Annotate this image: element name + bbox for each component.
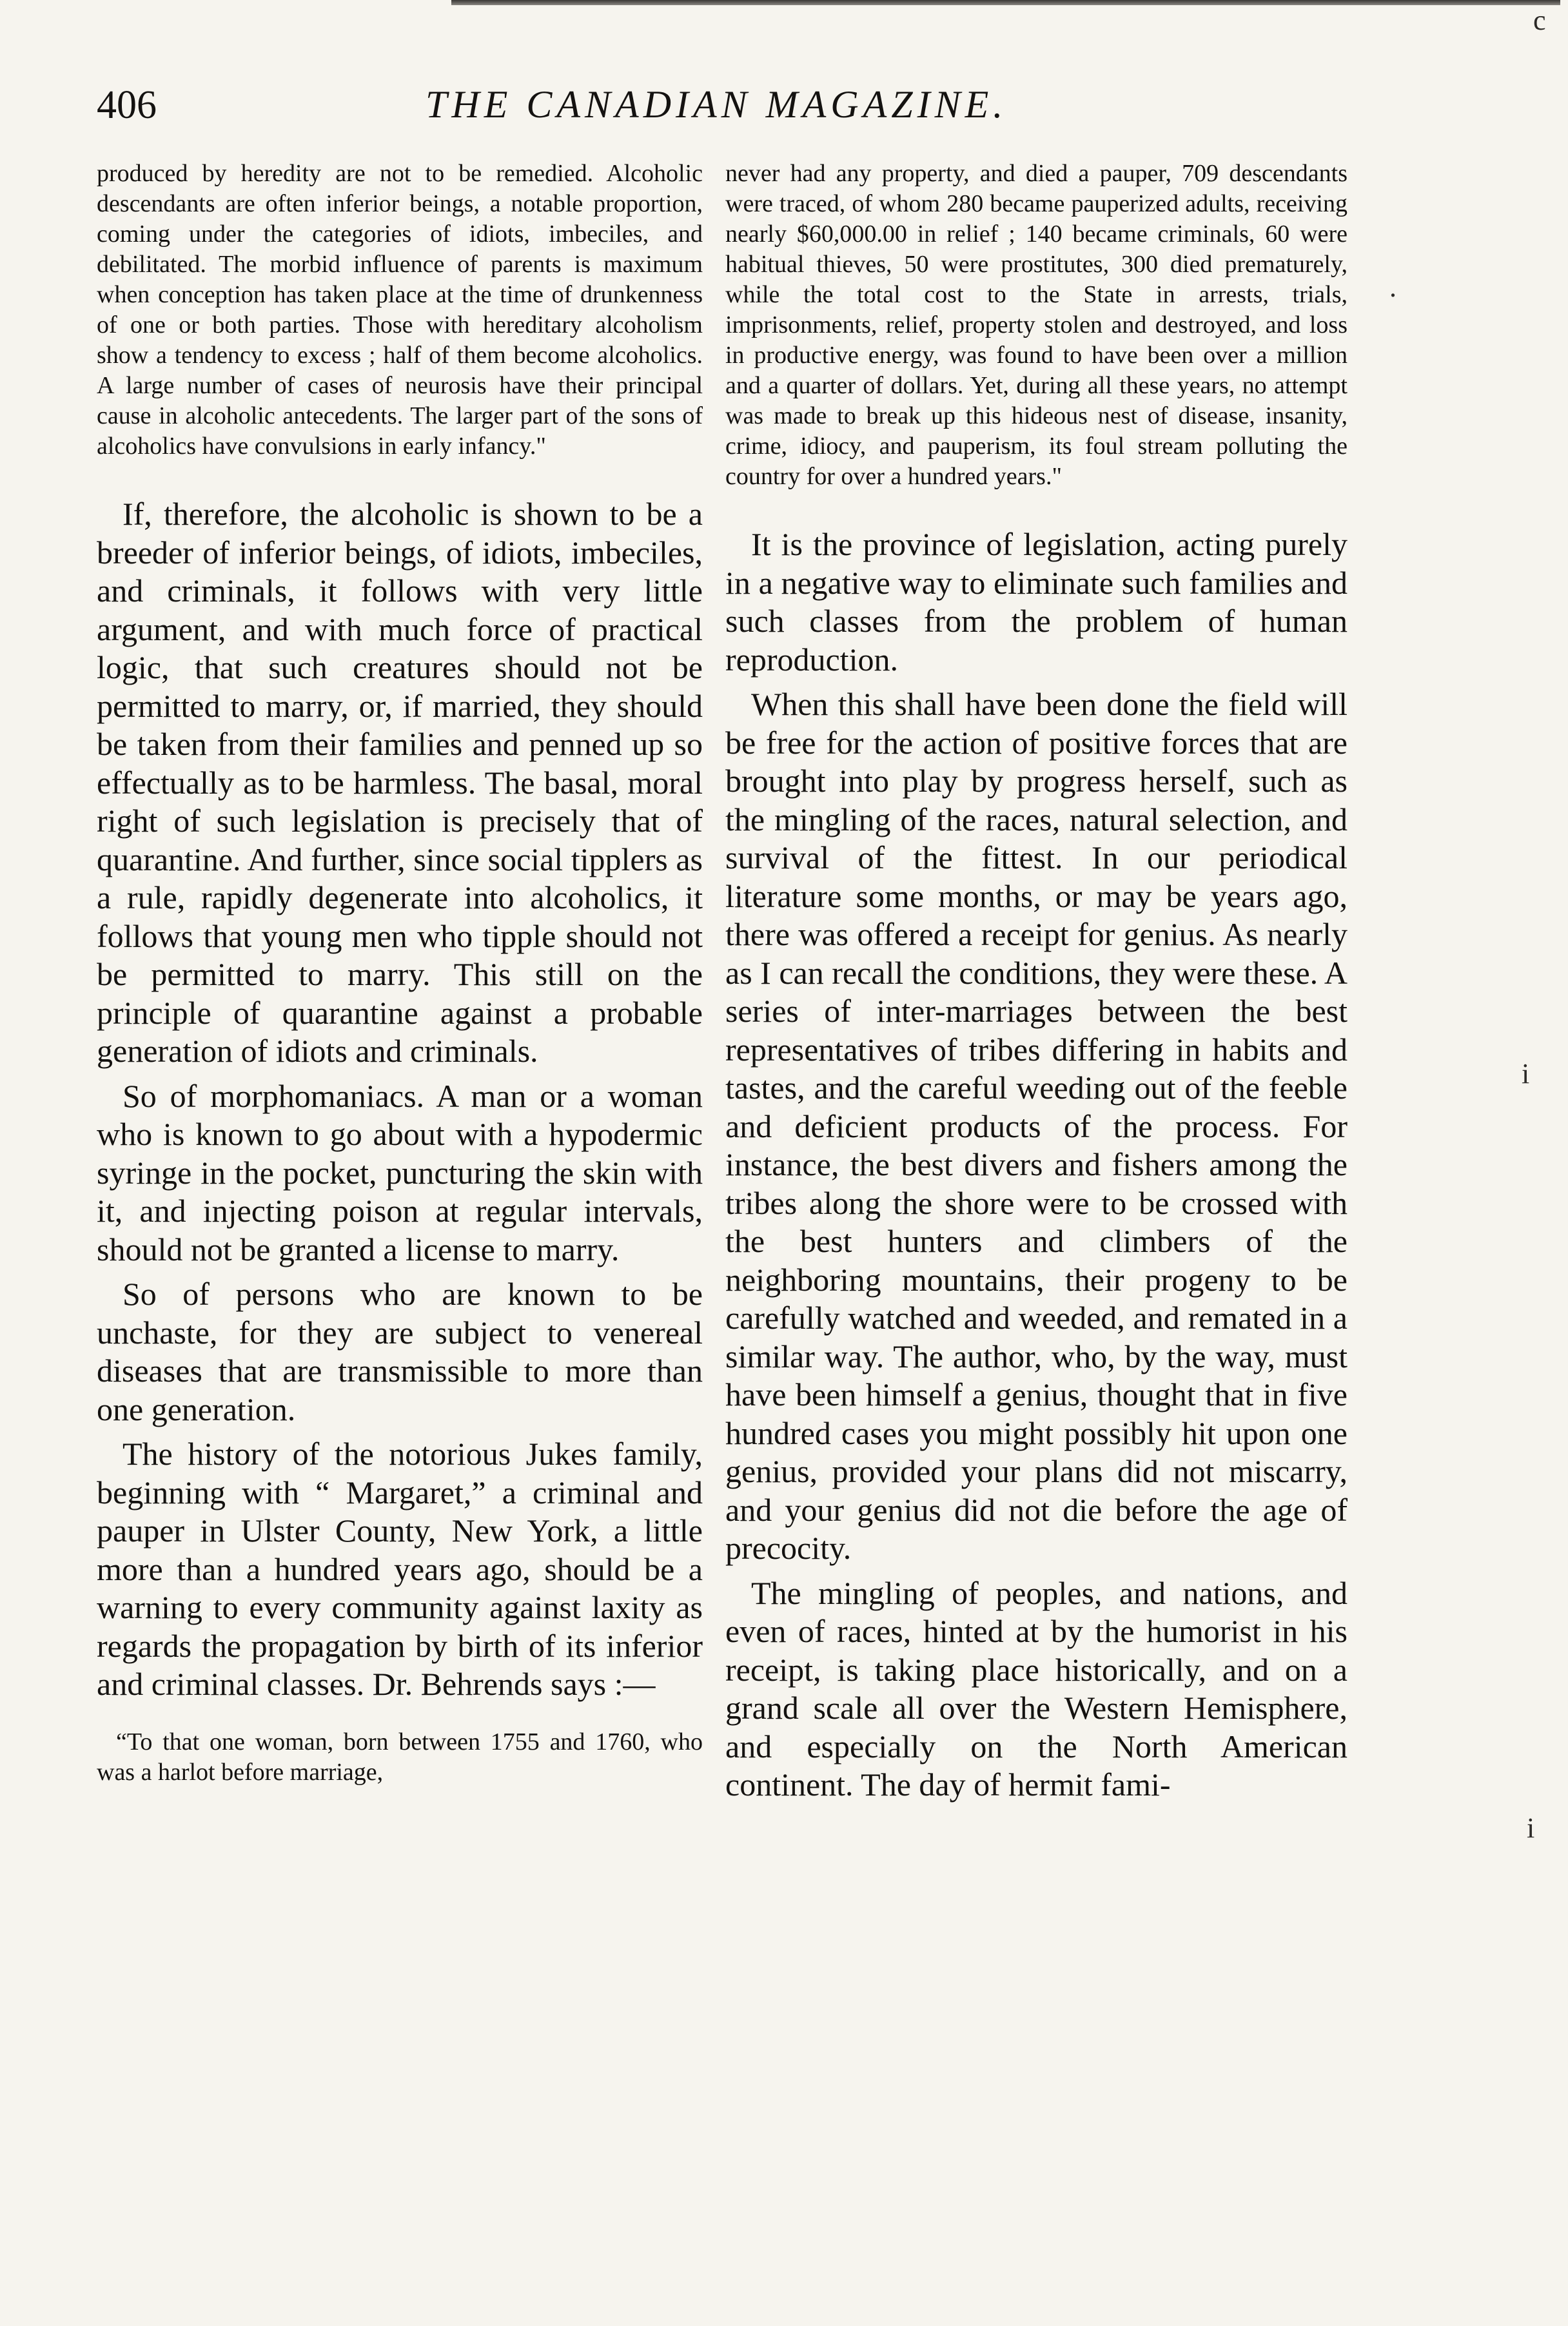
margin-mark: . bbox=[1389, 271, 1396, 303]
paragraph: So of morphomaniacs. A man or a woman who is known to go about with a hypodermic syringe in the pocket, puncturing the skin with it, and injecting poison at regular intervals, should not be granted a license to marry. bbox=[97, 1077, 703, 1267]
margin-mark: i bbox=[1522, 1058, 1530, 1090]
paragraph: When this shall have been done the field will be free for the action of positive forces that are brought into play by progress herself, such as the mingling of the races, natural selection, and survival of the fittest. In our periodical literature some months, or may be years ago, there was offered a receipt for genius. As nearly as I can recall the conditions, they were these. A series of inter-marriages between the best representatives of tribes differing in habits and tastes, and the careful weeding out of the feeble and deficient products of the process. For instance, the best divers and fishers among the tribes along the shore were to be crossed with the best hunters and climbers of the neighboring mountains, their progeny to be carefully watched and weeded, and remated in a similar way. The author, who, by the way, must have been himself a genius, thought that in five hundred cases you might possibly hit upon one genius, provided your plans did not miscarry, and your genius did not die before the age of precocity. bbox=[725, 686, 1348, 1566]
paragraph: The mingling of peoples, and nations, and even of races, hinted at by the humorist in his receipt, is taking place historically, and on a grand scale all over the Western Hemisphere, and especially on the North American continent. The day of hermit fami- bbox=[725, 1574, 1348, 1803]
paragraph: If, therefore, the alcoholic is shown to be a breeder of inferior beings, of idiots, imbeciles, and criminals, it follows with very little argument, and with much force of practical logic, that such creatures should not be permitted to marry, or, if married, they should be taken from their families and penned up so effectually as to be harmless. The basal, moral right of such legislation is precisely that of quarantine. And further, since social tipplers as a rule, rapidly degenerate into alcoholics, it follows that young men who tipple should not be permitted to marry. This still on the principle of quarantine against a probable generation of idiots and criminals. bbox=[97, 496, 703, 1069]
quote-start: “To that one woman, born between 1755 and 1760, who was a harlot before marriage, bbox=[97, 1728, 703, 1786]
page-number: 406 bbox=[97, 83, 157, 127]
paragraph: It is the province of legislation, acting purely in a negative way to eliminate such families and such classes from the problem of human reproduction. bbox=[725, 526, 1348, 678]
quote-continuation: never had any property, and died a pauper, 709 descendants were traced, of whom 280 became pauperized adults, receiving nearly $60,000.00 in relief ; 140 became criminals, 60 were habitual thieves, 50 were prostitutes, 300 died prematurely, while the total cost to the State in arrests, trials, imprisonments, relief, property stolen and destroyed, and loss in productive energy, was found to have been over a million and a quarter of dollars. Yet, during all these years, no attempt was made to break up this hideous nest of disease, insanity, crime, idiocy, and pauperism, its foul stream polluting the country for over a hundred years." bbox=[725, 160, 1348, 490]
paragraph: So of persons who are known to be unchaste, for they are subject to venereal diseases that are transmissible to more than one generation. bbox=[97, 1276, 703, 1427]
quote-continuation: produced by heredity are not to be remedied. Alcoholic descendants are often inferior beings, a notable proportion, coming under the categories of idiots, imbeciles, and debilitated. The morbid influence of parents is maximum when conception has taken place at the time of drunkenness of one or both parties. Those with hereditary alcoholism show a tendency to excess ; half of them become alcoholics. A large number of cases of neurosis have their principal cause in alcoholic antecedents. The larger part of the sons of alcoholics have convulsions in early infancy." bbox=[97, 160, 703, 460]
paragraph: The history of the notorious Jukes family, beginning with “ Margaret,” a criminal and pauper in Ulster County, New York, a little more than a hundred years ago, should be a warning to every community against laxity as regards the propagation by birth of its inferior and criminal classes. Dr. Behrends says :— bbox=[97, 1436, 703, 1702]
margin-mark: c bbox=[1533, 5, 1546, 36]
right-column bbox=[725, 159, 1348, 1804]
left-column bbox=[97, 159, 703, 1788]
running-head: THE CANADIAN MAGAZINE. bbox=[426, 83, 1008, 126]
margin-mark: i bbox=[1527, 1812, 1535, 1844]
top-rule bbox=[451, 0, 1560, 5]
